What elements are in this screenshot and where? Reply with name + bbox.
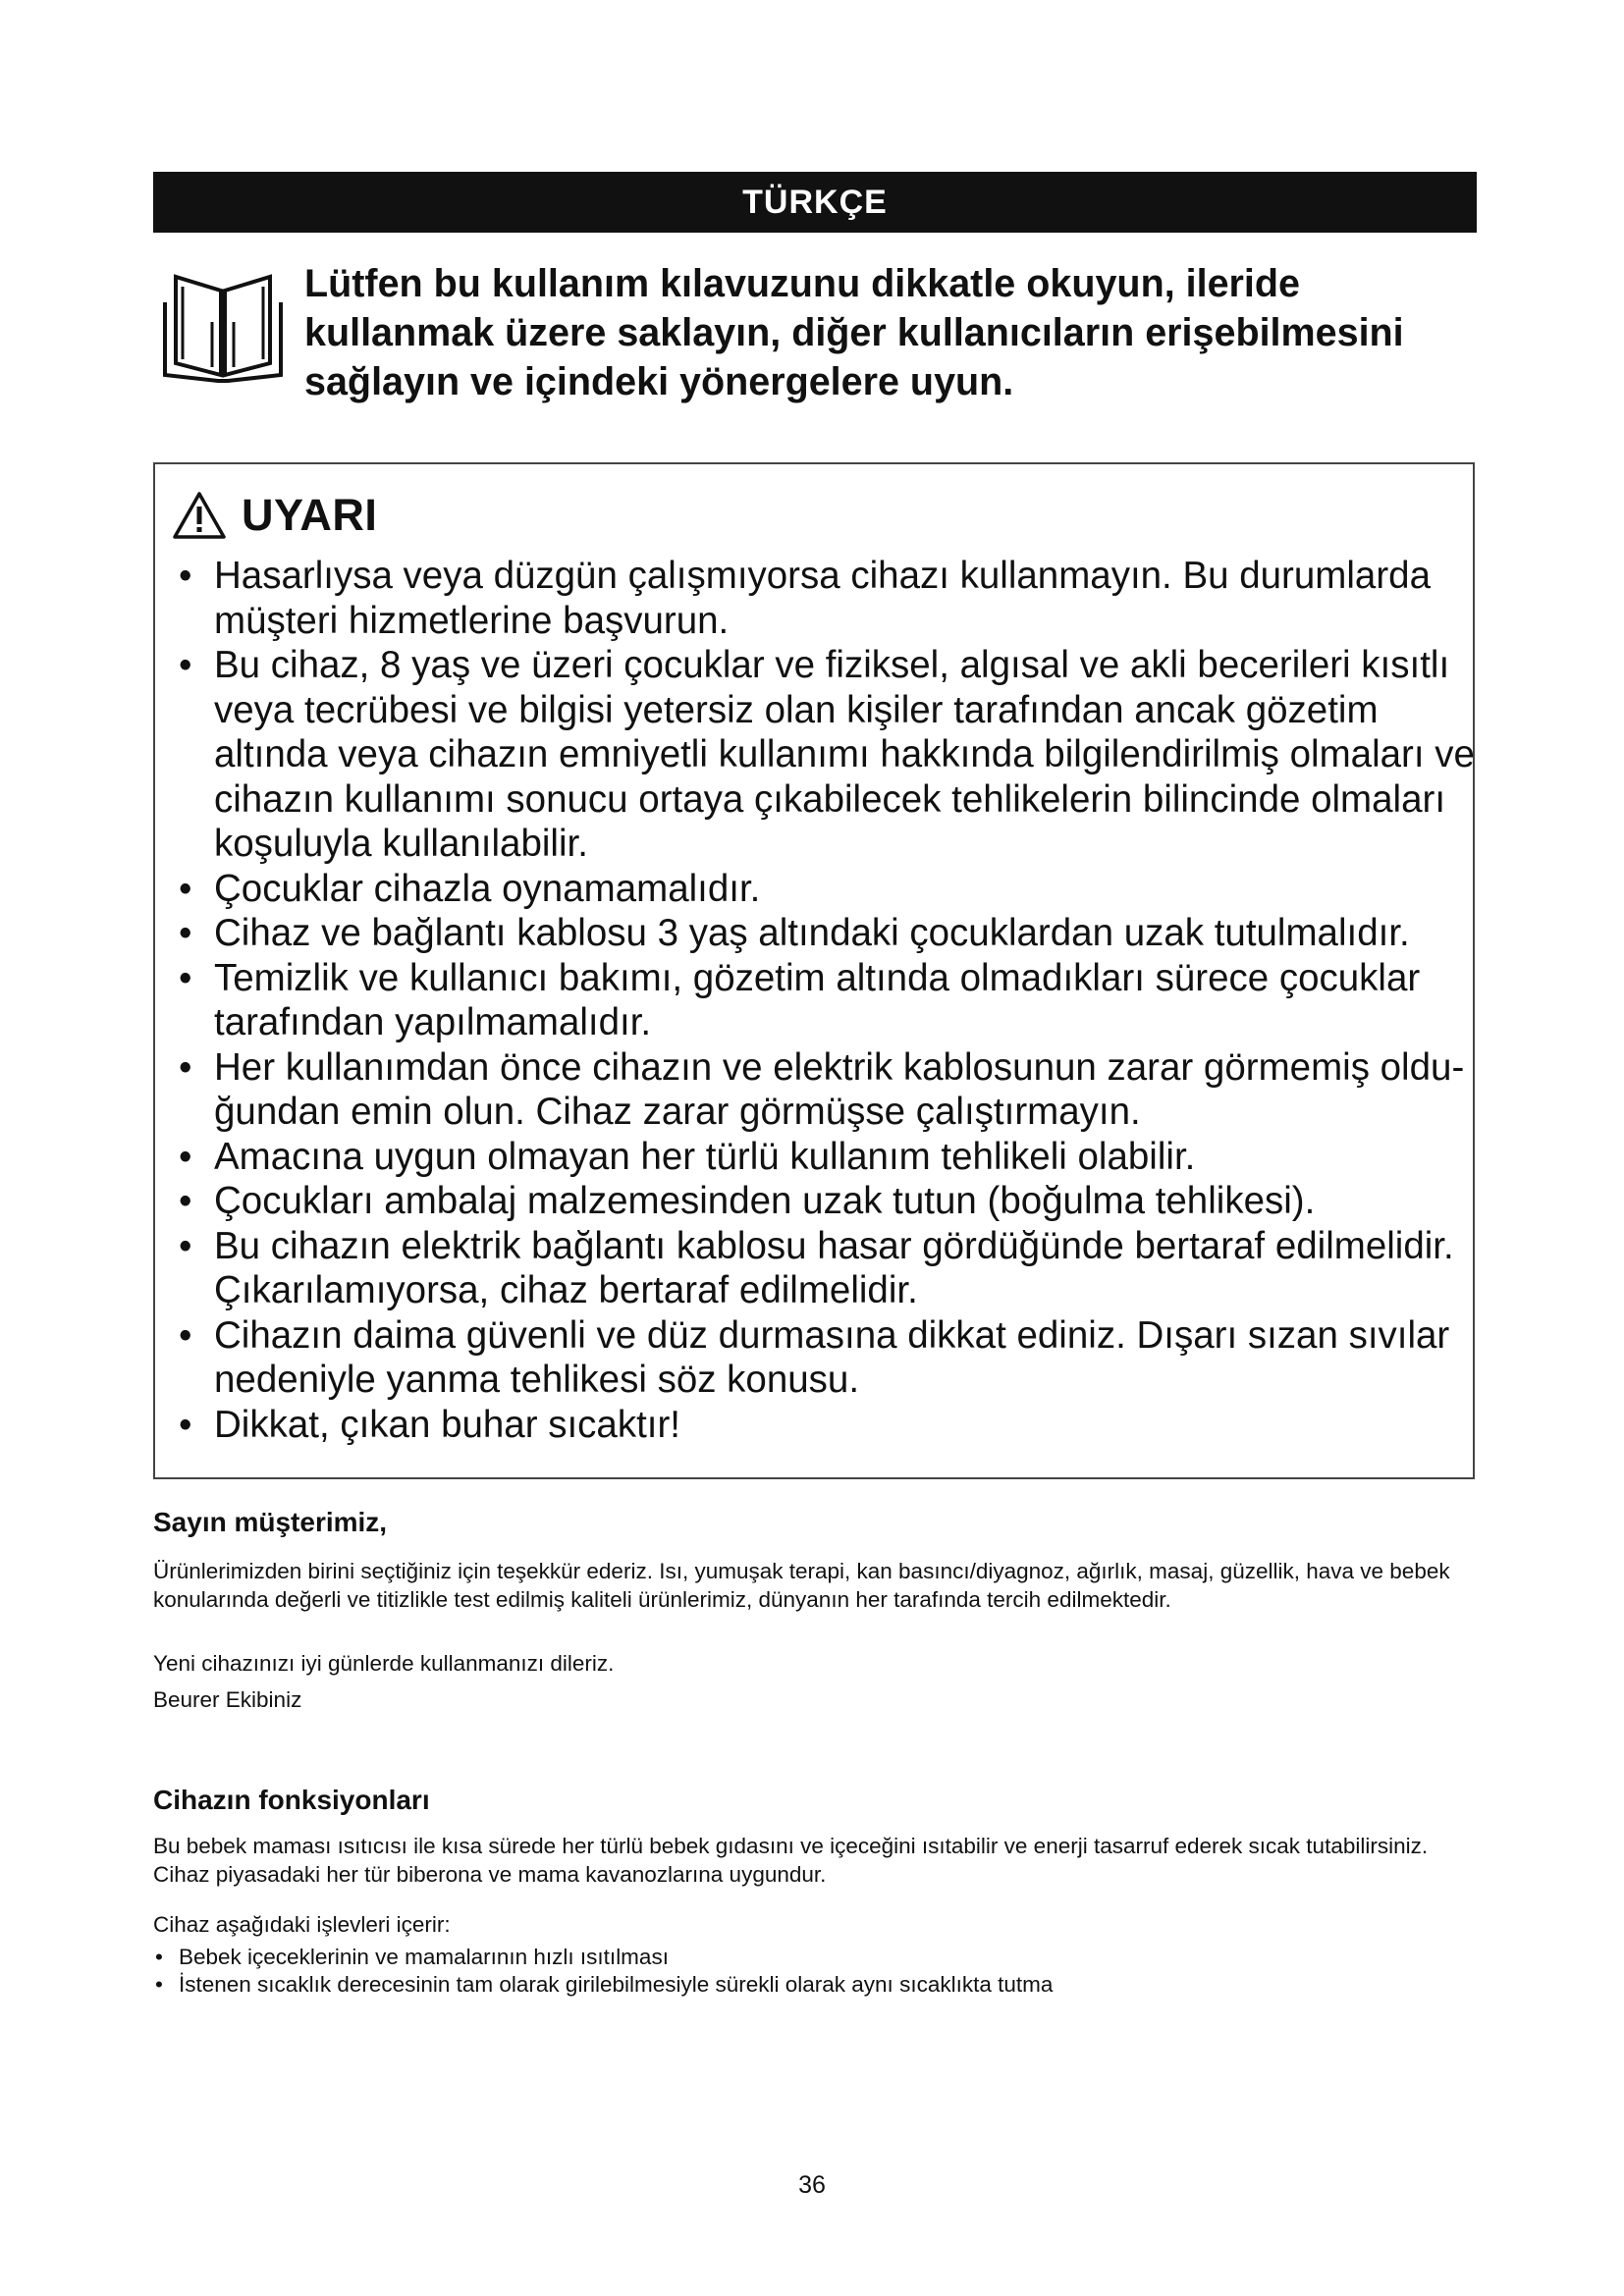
list-item: • Amacına uygun olmayan her türlü kullanım tehlikeli olabilir.	[169, 1135, 1475, 1180]
list-item: • Çocuklar cihazla oynamamalıdır.	[169, 867, 1475, 912]
language-header	[153, 172, 1477, 233]
list-item: • Temizlik ve kullanıcı bakımı, gözetim altında olmadıkları sürece çocuklar tarafından yapılmamalıdır.	[169, 956, 1475, 1045]
customer-paragraph: Ürünlerimizden birini seçtiğiniz için teşekkür ederiz. Isı, yumuşak terapi, kan basıncı/diyagnoz, ağırlık, masaj, güzellik, hava ve bebek konularında değerli ve titizlikle test edilmiş kaliteli ürünlerimiz, dünyanın her tarafında tercih edilmektedir.	[153, 1559, 1450, 1612]
list-item: • Cihaz ve bağlantı kablosu 3 yaş altındaki çocuklardan uzak tutulmalıdır.	[169, 911, 1475, 956]
warning-triangle-icon	[171, 490, 228, 541]
list-item: • Cihazın daima güvenli ve düz durmasına dikkat ediniz. Dışarı sızan sıvılar nedeniyle yanma tehlikesi söz konusu.	[169, 1313, 1475, 1403]
functions-intro: Cihaz aşağıdaki işlevleri içerir:	[153, 1912, 451, 1937]
list-item: • Çocukları ambalaj malzemesinden uzak tutun (boğulma tehlikesi).	[169, 1179, 1475, 1224]
functions-list	[153, 1944, 1469, 1999]
customer-heading: Sayın müşterimiz,	[153, 1507, 388, 1537]
page-number: 36	[798, 2171, 826, 2199]
functions-paragraph: Bu bebek maması ısıtıcısı ile kısa sürede her türlü bebek gıdasını ve içeceğini ısıtabilir ve enerji tasarruf ederek sıcak tutabilirsiniz. Cihaz piyasadaki her tür biberona ve mama kavanozlarına uygundur.	[153, 1834, 1429, 1887]
list-item: • Bu cihaz, 8 yaş ve üzeri çocuklar ve fiziksel, algısal ve akli becerileri kısıtlı veya tecrübesi ve bilgisi yetersiz olan kişiler tarafından ancak gözetim altında veya cihazın emniyetli kullanımı hakkında bilgilendirilmiş olmaları ve cihazın kullanımı sonucu ortaya çıkabilecek tehlikelerin bilincinde olmaları koşuluyla kullanılabilir.	[169, 643, 1475, 867]
list-item: • Dikkat, çıkan buhar sıcaktır!	[169, 1403, 1475, 1448]
list-item: • Bebek içeceklerinin ve mamalarının hızlı ısıtılması	[153, 1944, 1469, 1971]
list-item: • İstenen sıcaklık derecesinin tam olarak girilebilmesiyle sürekli olarak aynı sıcaklıkta tutma	[153, 1971, 1469, 1999]
warning-header	[171, 490, 377, 541]
book-icon	[161, 273, 285, 383]
language-title: TÜRKÇE	[742, 183, 888, 221]
signature: Beurer Ekibiniz	[153, 1687, 302, 1712]
functions-heading: Cihazın fonksiyonları	[153, 1785, 430, 1815]
warning-title: UYARI	[242, 490, 378, 540]
list-item: • Her kullanımdan önce cihazın ve elektrik kablosunun zarar görmemiş olduğundan emin olun. Cihaz zarar görmüşse çalıştırmayın.	[169, 1045, 1475, 1135]
list-item: • Bu cihazın elektrik bağlantı kablosu hasar gördüğünde bertaraf edilmelidir. Çıkarılamıyorsa, cihaz bertaraf edilmelidir.	[169, 1224, 1475, 1313]
intro-instruction: Lütfen bu kullanım kılavuzunu dikkatle okuyun, ileride kullanmak üzere saklayın, diğer kullanıcıların erişebilmesini sağlayın ve içindeki yönergelere uyun.	[304, 262, 1404, 403]
warning-list	[169, 554, 1475, 1447]
warning-box	[153, 462, 1475, 1479]
wishes-paragraph: Yeni cihazınızı iyi günlerde kullanmanızı dileriz.	[153, 1651, 615, 1676]
list-item: • Hasarlıysa veya düzgün çalışmıyorsa cihazı kullanmayın. Bu durumlarda müşteri hizmetlerine başvurun.	[169, 554, 1475, 643]
